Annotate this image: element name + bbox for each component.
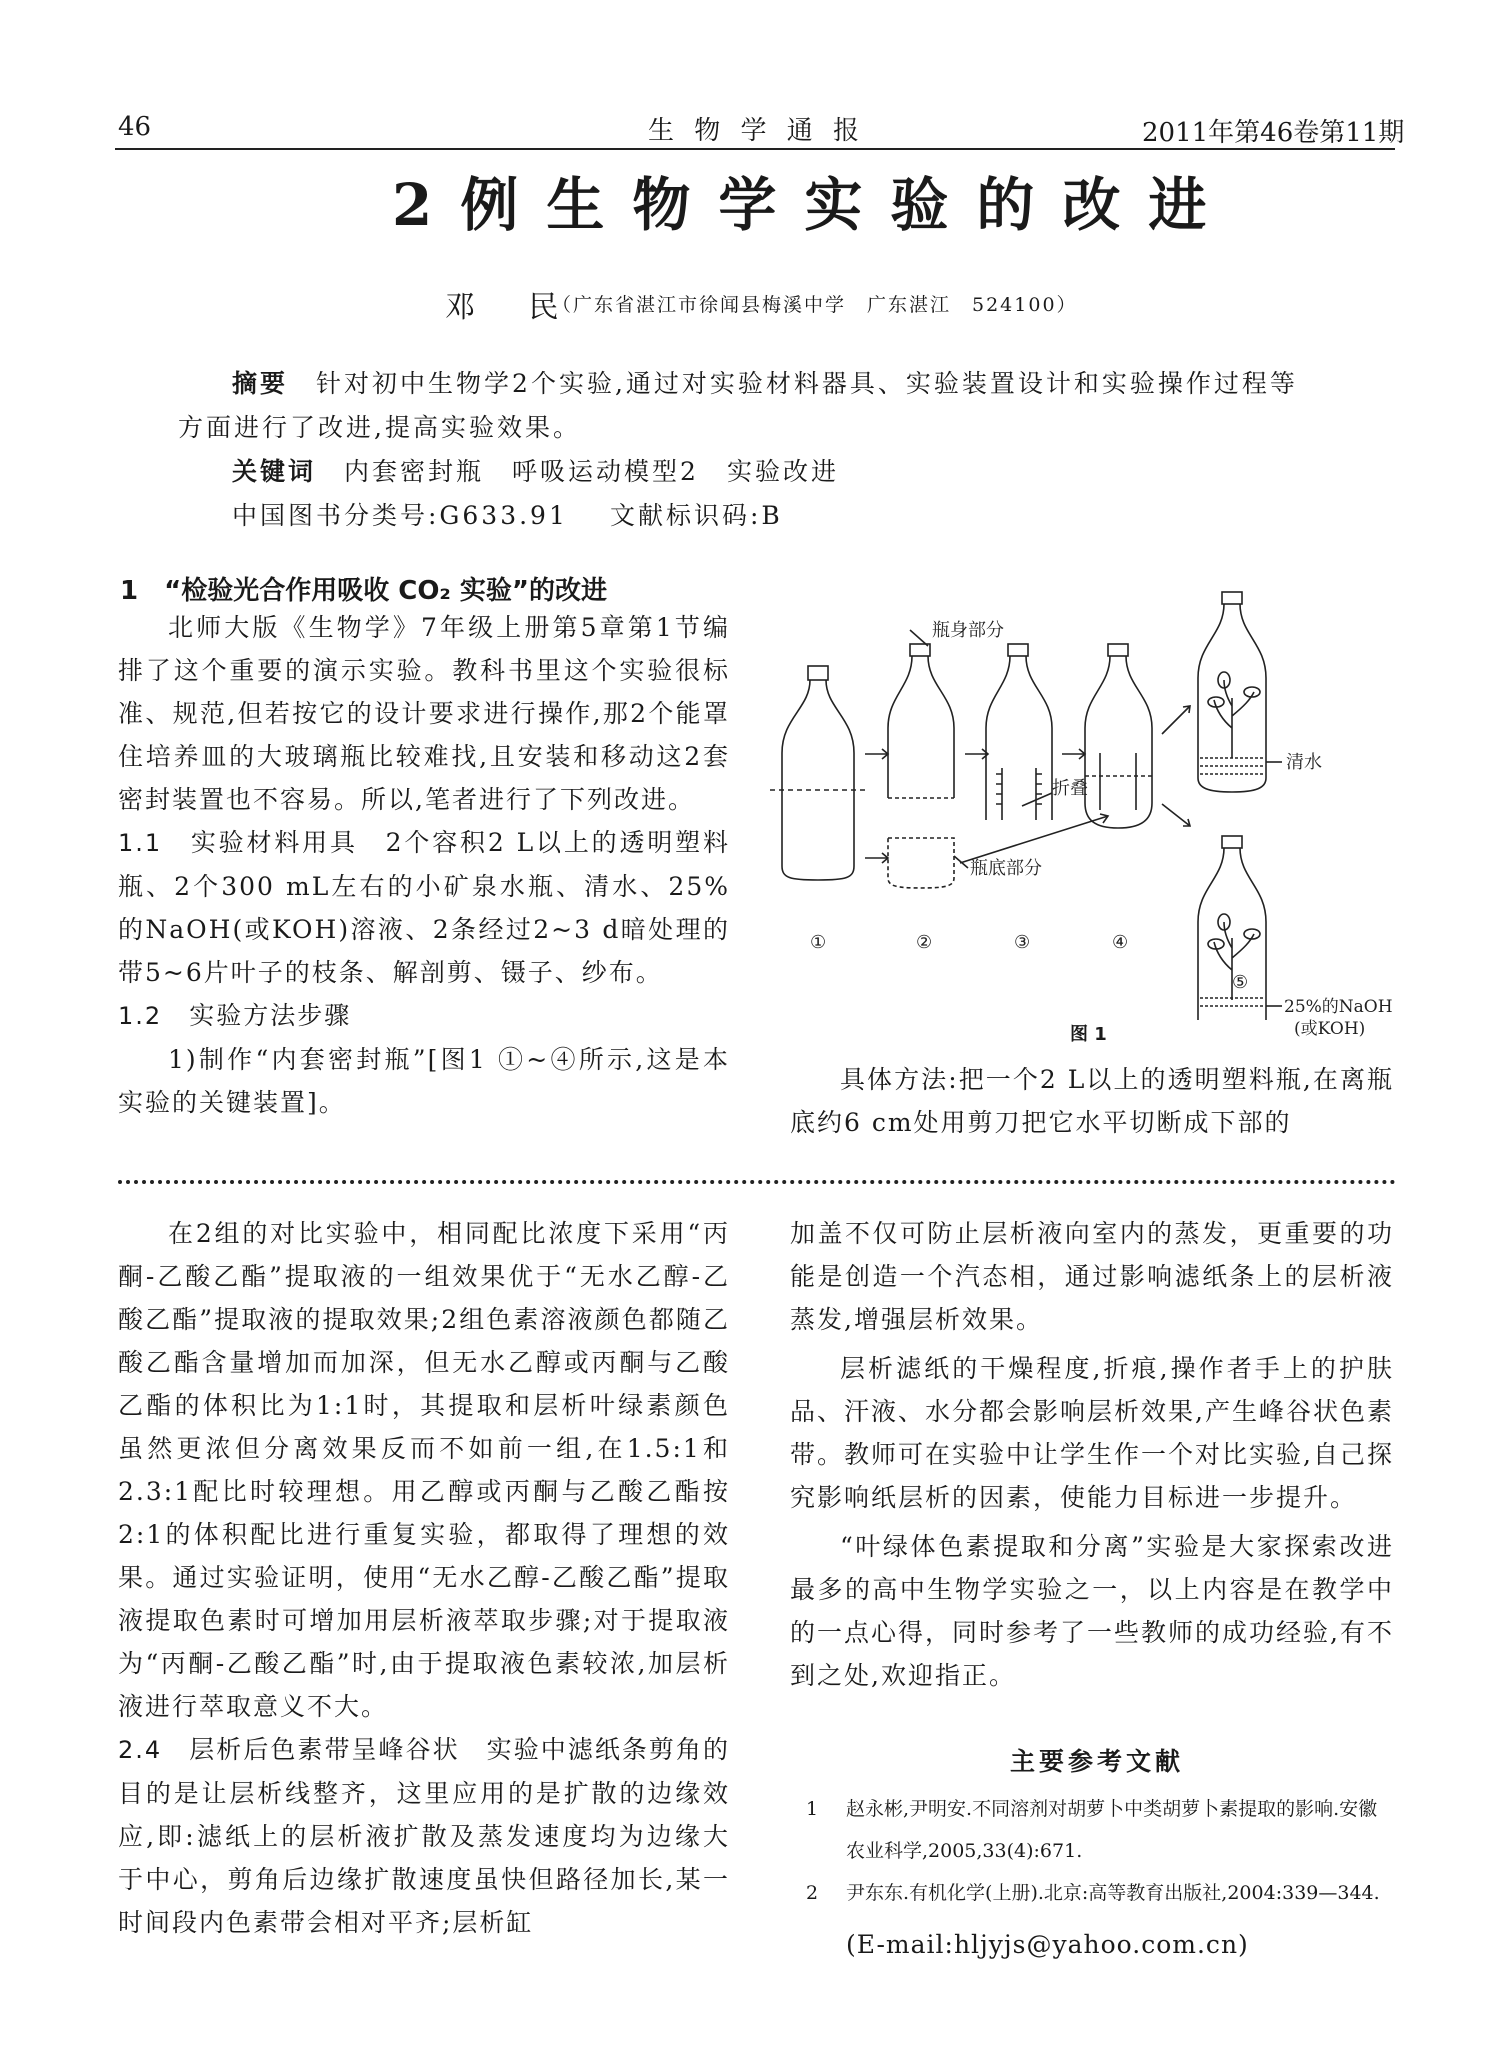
ref-1-text: 赵永彬,尹明安.不同溶剂对胡萝卜中类胡萝卜素提取的影响.安徽农业科学,2005,33(4):671. [846,1798,1378,1862]
figure-caption: 图 1 [1070,1024,1107,1045]
email: (E-mail:hljyjs@yahoo.com.cn) [846,1930,1249,1959]
step1: 1)制作“内套密封瓶”[图1 ①~④所示,这是本实验的关键装置]。 [118,1045,730,1117]
keywords: 内套密封瓶 呼吸运动模型2 实验改进 [344,457,839,486]
article-title: 2例生物学实验的改进 [392,171,1235,239]
doc-code: 文献标识码:B [610,501,783,530]
classification: 中国图书分类号:G633.91 [232,501,568,530]
abstract-text1: 针对初中生物学2个实验,通过对实验材料器具、实验装置设计和实验操作过程等 [316,369,1298,398]
step-label-3: ③ [1014,932,1031,953]
sub24 [118,1728,730,1944]
right-para-text: 具体方法:把一个2 L以上的透明塑料瓶,在离瓶底约6 cm处用剪刀把它水平切断成下部的 [790,1065,1394,1137]
sub11-num: 1.1 [118,829,163,857]
lower-right [790,1212,1394,1697]
bottle-2-top [888,644,954,798]
keywords-label: 关键词 [232,457,317,486]
section-divider [118,1180,1396,1184]
label-koh: (或KOH) [1294,1019,1366,1039]
ref-2 [806,1872,1396,1914]
step-label-2: ② [916,932,933,953]
abstract-label: 摘要 [232,369,289,398]
abstract-line1 [232,362,1352,406]
step-label-5: ⑤ [1232,972,1249,993]
label-fold: 折叠 [1052,778,1088,799]
sub11-text: 实验材料用具 2个容积2 L以上的透明塑料瓶、2个300 mL左右的小矿泉水瓶、清水、25%的NaOH(或KOH)溶液、2条经过2~3 d暗处理的带5~6片叶子的枝条、解剖剪、镊子、纱布。 [118,828,730,987]
label-body: 瓶身部分 [932,620,1004,641]
bottle-5-water [1198,592,1282,792]
sub12 [118,994,730,1038]
author-affiliation: （广东省湛江市徐闻县梅溪中学 广东湛江 524100） [552,294,1078,316]
references [806,1788,1396,1914]
ref-2-text: 尹东东.有机化学(上册).北京:高等教育出版社,2004:339—344. [846,1882,1380,1904]
sub11 [118,821,730,994]
section1-body [118,606,730,1124]
issue-info: 2011年第46卷第11期 [1142,118,1405,148]
sub12-num: 1.2 [118,1002,163,1030]
lower-right-p2: 层析滤纸的干燥程度,折痕,操作者手上的护肤品、汗液、水分都会影响层析效果,产生峰谷状色素带。教师可在实验中让学生作一个对比实验,自己探究影响纸层析的因素，使能力目标进一步提升。 [790,1354,1394,1512]
label-water: 清水 [1286,752,1322,773]
section1-title: “检验光合作用吸收 CO₂ 实验”的改进 [164,576,607,606]
journal-name: 生 物 学 通 报 [648,116,866,146]
step-label-1: ① [810,932,827,953]
section1-para1: 北师大版《生物学》7年级上册第5章第1节编排了这个重要的演示实验。教科书里这个实验很标准、规范,但若按它的设计要求进行操作,那2个能罩住培养皿的大玻璃瓶比较难找,且安装和移动这2套密封装置也不容易。所以,笔者进行了下列改进。 [118,613,730,814]
section1-heading [120,570,607,607]
keywords-line [232,450,839,494]
right-para [790,1058,1394,1144]
ref-1 [806,1788,1396,1872]
abstract-text2: 方面进行了改进,提高实验效果。 [178,413,581,442]
lower-left-p1: 在2组的对比实验中，相同配比浓度下采用“丙酮-乙酸乙酯”提取液的一组效果优于“无水乙醇-乙酸乙酯”提取液的提取效果;2组色素溶液颜色都随乙酸乙酯含量增加而加深，但无水乙醇或丙酮与乙酸乙酯的体积比为1:1时，其提取和层析叶绿素颜色虽然更浓但分离效果反而不如前一组,在1.5:1和2.3:1配比时较理想。用乙醇或丙酮与乙酸乙酯按2:1的体积配比进行重复实验，都取得了理想的效果。通过实验证明，使用“无水乙醇-乙酸乙酯”提取液提取色素时可增加用层析液萃取步骤;对于提取液为“丙酮-乙酸乙酯”时,由于提取液色素较浓,加层析液进行萃取意义不大。 [118,1219,730,1721]
references-title: 主要参考文献 [1010,1747,1185,1776]
author-name: 邓 民 [445,290,581,325]
sub24-text: 层析后色素带呈峰谷状 实验中滤纸条剪角的目的是让层析线整齐，这里应用的是扩散的边缘效应,即:滤纸上的层析液扩散及蒸发速度均为边缘大于中心，剪角后边缘扩散速度虽快但路径加长,某一时间段内色素带会相对平齐;层析缸 [118,1735,730,1937]
ref-1-num: 1 [806,1798,819,1820]
step-label-4: ④ [1112,932,1129,953]
label-bottom: 瓶底部分 [970,858,1042,879]
sub12-text: 实验方法步骤 [189,1001,352,1030]
label-naoh: 25%的NaOH [1284,997,1393,1017]
lower-right-p1: 加盖不仅可防止层析液向室内的蒸发，更重要的功能是创造一个汽态相，通过影响滤纸条上的层析液蒸发,增强层析效果。 [790,1219,1394,1334]
section1-num: 1 [120,576,139,606]
bottle-1 [770,666,866,880]
page-number: 46 [118,112,152,142]
lower-right-p3: “叶绿体色素提取和分离”实验是大家探索改进最多的高中生物学实验之一，以上内容是在教学中的一点心得，同时参考了一些教师的成功经验,有不到之处,欢迎指正。 [790,1532,1394,1690]
bottle-2-bottom [888,838,954,888]
lower-left [118,1212,730,1944]
ref-2-num: 2 [806,1882,819,1904]
bottle-4 [1085,644,1152,828]
bottle-3 [986,644,1052,820]
sub24-num: 2.4 [118,1736,163,1764]
header-rule [115,148,1395,150]
